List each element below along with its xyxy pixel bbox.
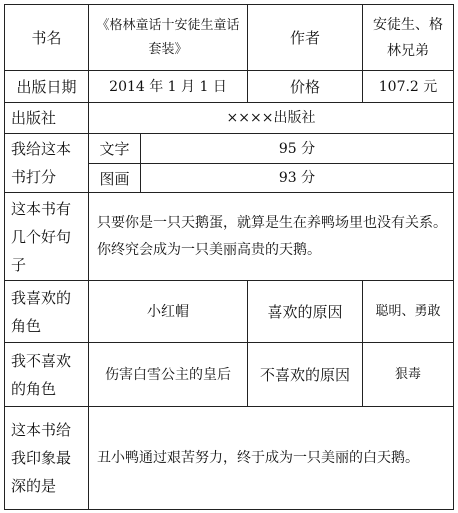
liked-character: 小红帽 (89, 281, 248, 343)
impression-value: 丑小鸭通过艰苦努力，终于成为一只美丽的白天鹅。 (89, 407, 454, 510)
sentences-value: 只要你是一只天鹅蛋，就算是生在养鸭场里也没有关系。你终究会成为一只美丽高贵的天鹅。 (89, 193, 454, 281)
row-score-text (5, 134, 454, 164)
date-label: 出版日期 (5, 71, 89, 103)
liked-reason: 聪明、勇敢 (363, 281, 454, 343)
disliked-label: 我不喜欢的角色 (5, 343, 89, 407)
author-value: 安徒生、格林兄弟 (363, 5, 454, 71)
impression-label: 这本书给我印象最深的是 (5, 407, 89, 510)
row-date-price (5, 71, 454, 103)
publisher-value: ××××出版社 (89, 103, 454, 134)
disliked-character: 伤害白雪公主的皇后 (89, 343, 248, 407)
row-impression (5, 407, 454, 510)
score-picture-value: 93 分 (141, 164, 454, 193)
book-info-table (4, 4, 454, 510)
liked-reason-label: 喜欢的原因 (248, 281, 363, 343)
row-liked (5, 281, 454, 343)
row-sentences (5, 193, 454, 281)
score-label: 我给这本书打分 (5, 134, 89, 193)
row-title-author (5, 5, 454, 71)
price-value: 107.2 元 (363, 71, 454, 103)
score-text-value: 95 分 (141, 134, 454, 164)
row-publisher (5, 103, 454, 134)
row-disliked (5, 343, 454, 407)
score-picture-label: 图画 (89, 164, 141, 193)
author-label: 作者 (248, 5, 363, 71)
disliked-reason-label: 不喜欢的原因 (248, 343, 363, 407)
price-label: 价格 (248, 71, 363, 103)
title-value: 《格林童话十安徒生童话套装》 (89, 5, 248, 71)
score-text-label: 文字 (89, 134, 141, 164)
date-value: 2014 年 1 月 1 日 (89, 71, 248, 103)
disliked-reason: 狠毒 (363, 343, 454, 407)
sentences-label: 这本书有几个好句子 (5, 193, 89, 281)
publisher-label: 出版社 (5, 103, 89, 134)
title-label: 书名 (5, 5, 89, 71)
liked-label: 我喜欢的角色 (5, 281, 89, 343)
